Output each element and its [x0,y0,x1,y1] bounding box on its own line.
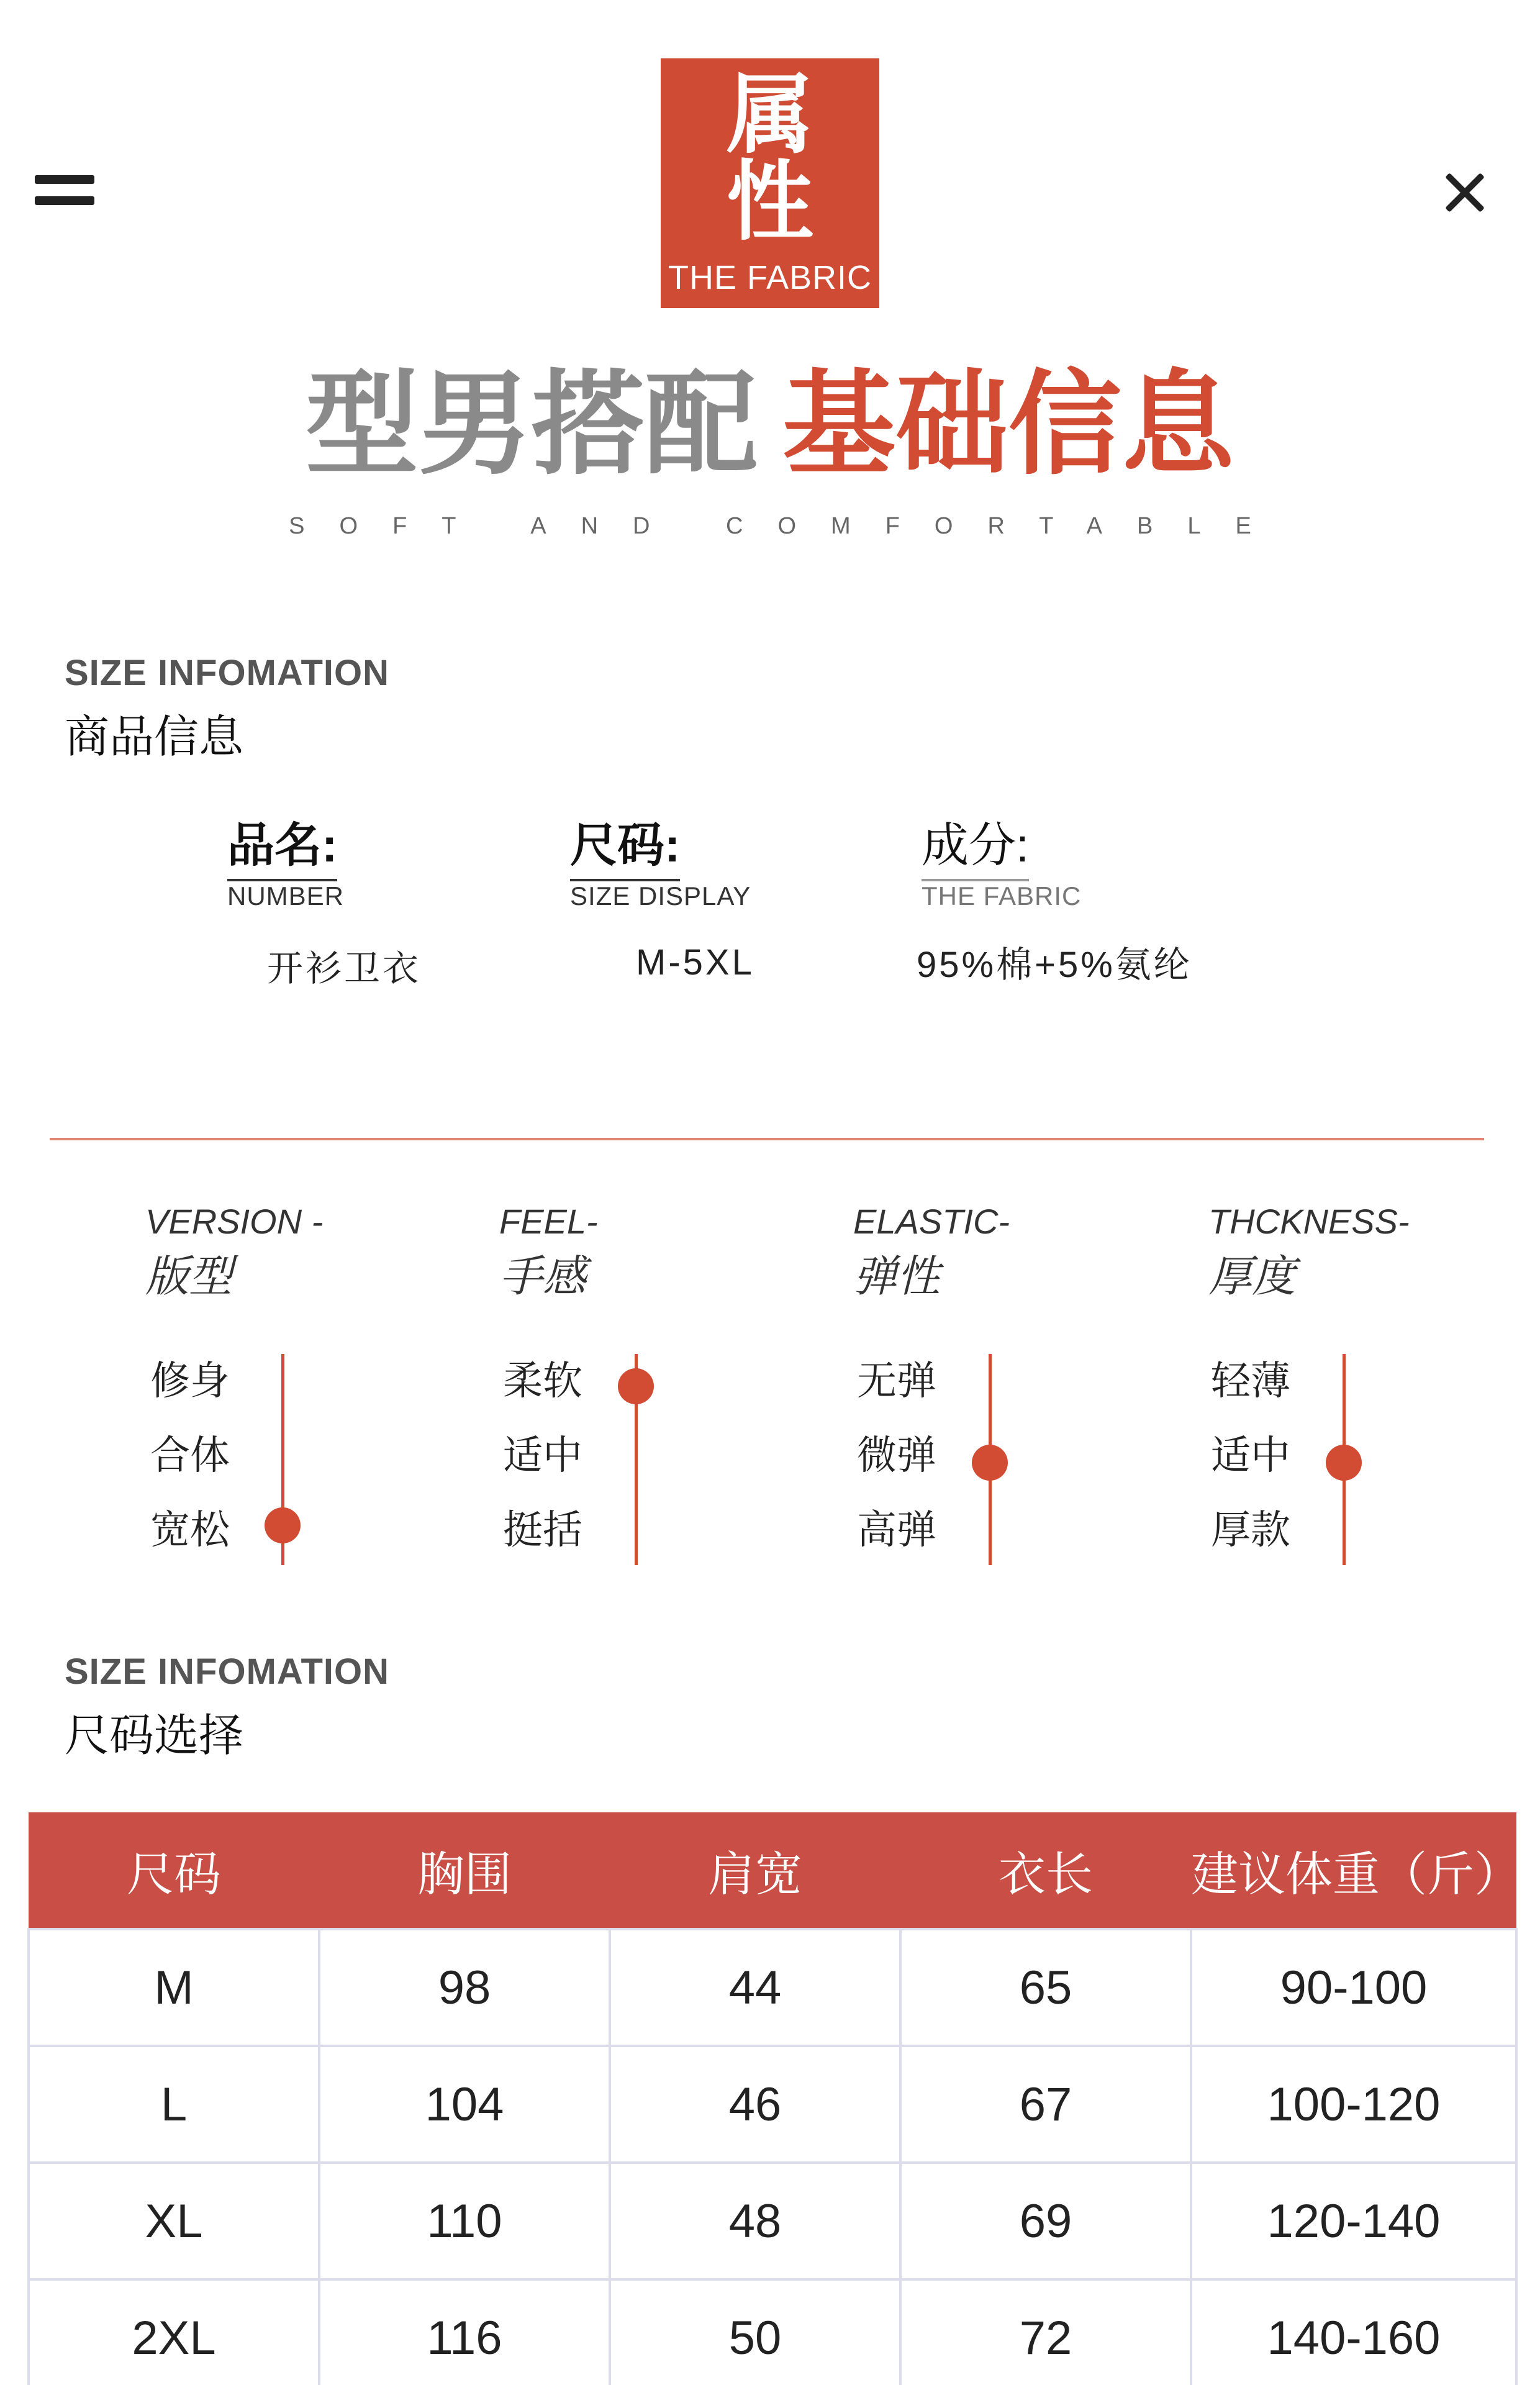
attr-feel [499,1201,598,1304]
attr-feel-en: FEEL- [499,1202,598,1241]
field-size-sub: SIZE DISPLAY [570,881,751,911]
field-fabric-label: 成分: [922,807,1029,881]
attr-elastic-indicator-dot [972,1445,1008,1481]
field-name-label: 品名: [227,807,337,881]
size-table-header-cell: 衣长 [900,1812,1191,1929]
table-cell: 90-100 [1191,1929,1516,2046]
attr-version [145,1201,323,1304]
attr-thickness [1208,1201,1410,1304]
attr-version-option: 修身 [150,1358,230,1403]
table-row [29,2163,1516,2279]
table-cell: 48 [610,2163,900,2279]
headline-gray: 型男搭配 [306,358,758,490]
attr-version-cn: 版型 [145,1252,232,1301]
table-cell: 120-140 [1191,2163,1516,2279]
size-section-heading-en: SIZE INFOMATION [65,1651,390,1692]
table-cell: 44 [610,1929,900,2046]
table-cell: 98 [319,1929,610,2046]
attr-feel-cn: 手感 [499,1252,586,1301]
fabric-badge [661,58,879,308]
attr-thickness-indicator-dot [1326,1445,1362,1481]
table-cell: M [29,1929,319,2046]
table-row [29,1929,1516,2046]
size-table-header-cell: 尺码 [29,1812,319,1929]
attr-elastic-option: 微弹 [857,1433,936,1478]
field-name-value: 开衫卫衣 [267,948,422,989]
close-icon[interactable] [1438,166,1490,219]
size-table-header-cell: 建议体重（斤） [1191,1812,1516,1929]
section-divider [50,1138,1484,1140]
size-section-heading-cn: 尺码选择 [65,1711,244,1761]
size-table-header-cell: 肩宽 [610,1812,900,1929]
menu-bar [35,175,94,184]
table-cell: 2XL [29,2279,319,2385]
table-cell: 50 [610,2279,900,2385]
table-cell: 110 [319,2163,610,2279]
field-name-sub: NUMBER [227,881,345,911]
attr-version-en: VERSION - [145,1202,324,1241]
attr-elastic [853,1201,1010,1304]
attr-version-option: 宽松 [150,1507,230,1552]
field-fabric [922,807,1081,911]
table-row [29,2279,1516,2385]
table-cell: 65 [900,1929,1191,2046]
table-cell: 104 [319,2046,610,2163]
table-cell: 116 [319,2279,610,2385]
badge-char-1: 属 [726,65,813,166]
badge-subtitle: THE FABRIC [668,259,872,296]
table-cell: L [29,2046,319,2163]
tagline: SOFT AND COMFORTABLE [289,513,1286,539]
field-fabric-sub: THE FABRIC [922,881,1082,911]
headline-red: 基础信息 [782,358,1234,490]
field-size-label: 尺码: [570,807,680,881]
attr-thickness-option: 适中 [1211,1433,1290,1478]
field-size-value: M-5XL [636,942,754,983]
product-section-heading-cn: 商品信息 [65,712,244,762]
hamburger-menu-icon[interactable] [35,175,94,210]
table-cell: XL [29,2163,319,2279]
table-cell: 69 [900,2163,1191,2279]
table-cell: 67 [900,2046,1191,2163]
size-table-header-cell: 胸围 [319,1812,610,1929]
size-table [27,1812,1521,2385]
menu-bar [35,196,94,205]
field-fabric-value: 95%棉+5%氨纶 [917,945,1192,985]
attr-version-indicator-dot [265,1507,301,1543]
field-name [227,807,344,911]
attr-thickness-option: 轻薄 [1211,1358,1290,1403]
attr-thickness-en: THCKNESS- [1208,1202,1410,1241]
size-table-header-row [29,1812,1516,1929]
table-row [29,2046,1516,2163]
attr-thickness-option: 厚款 [1211,1507,1290,1552]
table-cell: 140-160 [1191,2279,1516,2385]
attr-elastic-cn: 弹性 [853,1252,940,1301]
page-headline [0,359,1540,489]
attr-feel-option: 柔软 [503,1358,582,1403]
attr-elastic-option: 无弹 [857,1358,936,1403]
attr-elastic-en: ELASTIC- [853,1202,1010,1241]
field-size [570,807,751,911]
attr-thickness-cn: 厚度 [1208,1252,1295,1301]
table-cell: 72 [900,2279,1191,2385]
product-section-heading-en: SIZE INFOMATION [65,653,390,693]
badge-char-2: 性 [726,152,813,253]
table-cell: 100-120 [1191,2046,1516,2163]
attr-feel-option: 适中 [503,1433,582,1478]
table-cell: 46 [610,2046,900,2163]
attr-feel-indicator-dot [618,1368,654,1404]
attr-feel-option: 挺括 [503,1507,582,1552]
attr-elastic-option: 高弹 [857,1507,936,1552]
attr-version-option: 合体 [150,1433,230,1478]
